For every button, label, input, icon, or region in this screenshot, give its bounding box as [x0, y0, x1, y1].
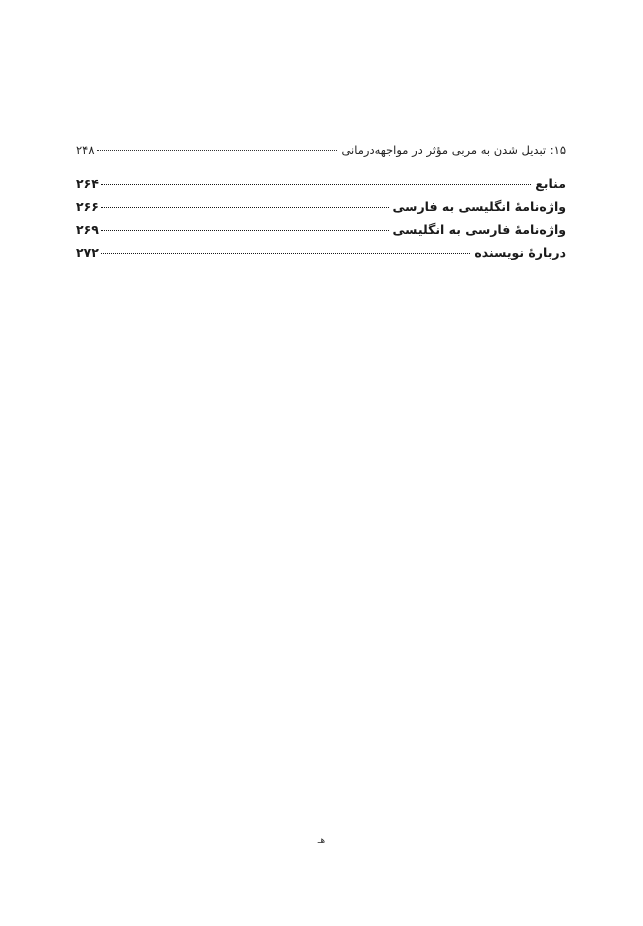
- dot-leader: [101, 207, 389, 208]
- toc-entry-title: دربارهٔ نویسنده: [474, 245, 566, 260]
- toc-entry-title: ۱۵: تبدیل شدن به مربی مؤثر در مواجهه‌درمانی: [341, 143, 566, 157]
- toc-entry-page: ۲۶۴: [76, 176, 99, 191]
- toc-back-matter: [76, 176, 566, 268]
- toc-entry-title: واژه‌نامهٔ انگلیسی به فارسی: [392, 199, 566, 214]
- dot-leader: [101, 253, 471, 254]
- toc-entry-references[interactable]: [76, 176, 566, 199]
- toc-entry-page: ۲۴۸: [76, 143, 95, 157]
- toc-entry-title: منابع: [535, 176, 566, 191]
- toc-entry-page: ۲۶۶: [76, 199, 99, 214]
- toc-entry-page: ۲۷۲: [76, 245, 99, 260]
- toc-entry-glossary-en-fa[interactable]: [76, 199, 566, 222]
- dot-leader: [97, 150, 338, 151]
- toc-entry-glossary-fa-en[interactable]: [76, 222, 566, 245]
- dot-leader: [101, 184, 531, 185]
- dot-leader: [101, 230, 389, 231]
- toc-entry-page: ۲۶۹: [76, 222, 99, 237]
- toc-row: [76, 143, 566, 157]
- toc-entry-about-author[interactable]: [76, 245, 566, 268]
- toc-entry-chapter-15[interactable]: [76, 143, 566, 157]
- toc-entry-title: واژه‌نامهٔ فارسی به انگلیسی: [392, 222, 566, 237]
- page-number: هـ: [317, 836, 326, 846]
